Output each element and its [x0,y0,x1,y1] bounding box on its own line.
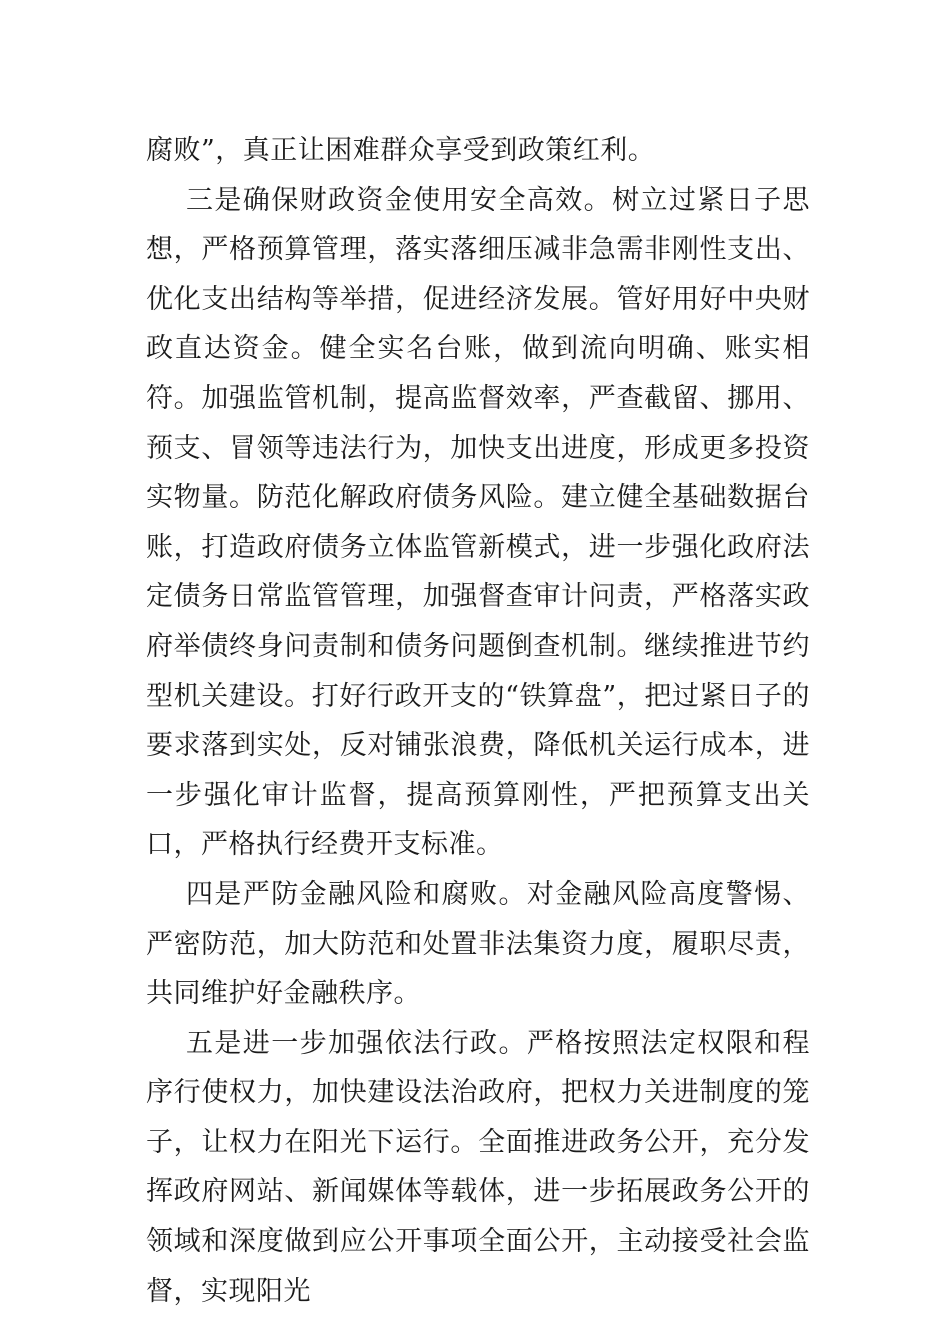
paragraph-continuation: 腐败”，真正让困难群众享受到政策红利。 [146,135,656,166]
paragraph-financial-risk: 四是严防金融风险和腐败。对金融风险高度警惕、严密防范，加大防范和处置非法集资力度，履职尽责，共同维护好金融秩序。 [146,878,810,1010]
paragraph-rule-of-law: 五是进一步加强依法行政。严格按照法定权限和程序行使权力，加快建设法治政府，把权力关进制度的笼子，让权力在阳光下运行。全面推进政务公开，充分发挥政府网站、新闻媒体等载体，进一步拓展政务公开的领域和深度做到应公开事项全面公开，主动接受社会监督，实现阳光 [146,1027,810,1307]
paragraph-fiscal-funds: 三是确保财政资金使用安全高效。树立过紧日子思想，严格预算管理，落实落细压减非急需非刚性支出、优化支出结构等举措，促进经济发展。管好用好中央财政直达资金。健全实名台账，做到流向明确、账实相符。加强监管机制，提高监督效率，严查截留、挪用、预支、冒领等违法行为，加快支出进度，形成更多投资实物量。防范化解政府债务风险。建立健全基础数据台账，打造政府债务立体监管新模式，进一步强化政府法定债务日常监管管理，加强督查审计问责，严格落实政府举债终身问责制和债务问题倒查机制。继续推进节约型机关建设。打好行政开支的“铁算盘”，把过紧日子的要求落到实处，反对铺张浪费，降低机关运行成本，进一步强化审计监督，提高预算刚性，严把预算支出关口，严格执行经费开支标准。 [146,184,810,861]
document-body [146,126,810,1316]
